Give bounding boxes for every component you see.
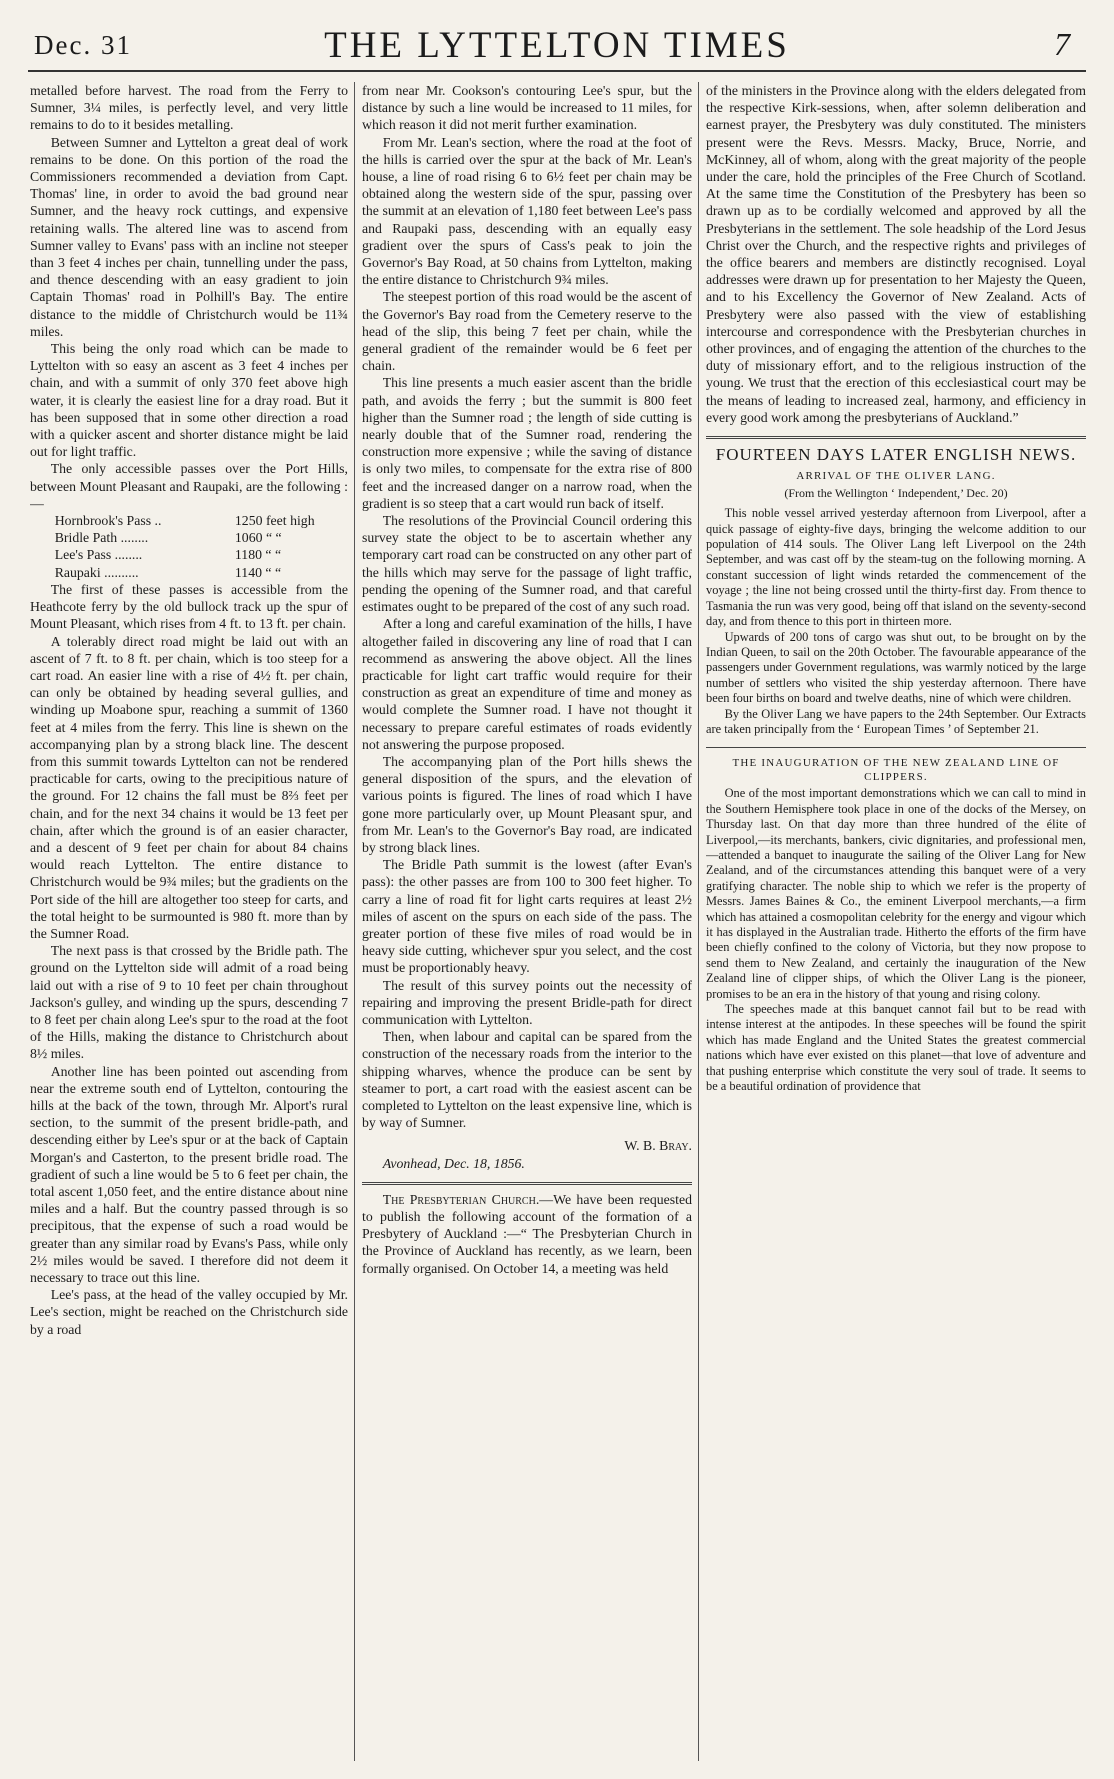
newspaper-title: THE LYTTELTON TIMES xyxy=(324,25,790,66)
article-divider xyxy=(362,1182,692,1185)
article-lead: The Presbyterian Church. xyxy=(382,1191,540,1207)
article-source: (From the Wellington ‘ Independent,’ Dec. 20) xyxy=(784,486,1008,501)
article-divider xyxy=(706,436,1086,439)
page-number: 7 xyxy=(1054,26,1070,62)
paragraph: The speeches made at this banquet cannot fail but to be read with intense interest at the antipodes. In these speeches will be found the spirit which has made England and the United States the greatest commercial nations which have ever existed on this planet—that love of adventure and that pushing enterprise which constitute the very soul of trade. It seems to be a beautiful ordination of providence that xyxy=(706,1002,1086,1094)
table-row xyxy=(51,529,348,546)
column-2 xyxy=(362,82,692,1765)
paragraph: of the ministers in the Province along with the elders delegated from the respective Kirk-sessions, when, after solemn deliberation and earnest prayer, the Presbytery was duly constituted. The ministers present were the Revs. Messrs. Macky, Bruce, Norrie, and McKinney, all of whom, along with the great majority of the people under the care, hold the principles of the Free Church of Scotland. At the same time the Constitution of the Presbytery has been so drawn up as to be cordially welcomed and approved by all the Presbyterians in the settlement. The sole headship of the Lord Jesus Christ over the Church, and the respective rights and privileges of the office bearers and members are distinctly recognised. Loyal addresses were drawn up for presentation to her Majesty the Queen, and to his Excellency the Governor of New Zealand. Acts of Presbytery were also passed with the view of establishing intercourse and correspondence with the Presbyterian churches in other provinces, and of engaging the attention of the churches to the duty of missionary effort, and to the religious instruction of the young. We trust that the erection of this ecclesiastical court may be the means of leading to increased zeal, harmony, and efficiency in every good work among the presbyterians of Auckland.” xyxy=(706,83,1086,425)
pass-name: Lee's Pass ........ xyxy=(54,547,143,563)
paragraph: By the Oliver Lang we have papers to the 24th September. Our Extracts are taken principally from the ‘ European Times ’ of September 21. xyxy=(706,706,1086,736)
column-rule xyxy=(698,82,699,1761)
paragraph: The accompanying plan of the Port hills shews the general disposition of the spurs, and the elevation of various points is figured. The lines of road which I have gone more particularly over, up Mount Pleasant spur, and from Mr. Lean's to the Governor's Bay road, are indicated by strong black lines. xyxy=(362,753,692,855)
pass-height: 1140 “ “ xyxy=(234,564,282,580)
paragraph: Between Sumner and Lyttelton a great deal of work remains to be done. On this portion of the road the Commissioners recommended a deviation from Capt. Thomas' line, in order to avoid the bad ground near Sumner, and the heavy rock cuttings, and expensive retaining walls. The altered line was to ascend from Sumner valley to Evans' pass with an incline not steeper than 3 feet 4 inches per chain, tunnelling under the pass, and thence descending with an easy gradient to join Captain Thomas' road in Polhill's Bay. The entire distance to the middle of Christchurch would be 11¾ miles. xyxy=(30,134,348,339)
paragraph: From Mr. Lean's section, where the road at the foot of the hills is carried over the spur at the back of Mr. Lean's house, a line of road rising 6 to 6½ feet per chain may be obtained along the western side of the spur, passing over the summit at an elevation of 1,180 feet between Lee's pass and Raupaki pass, descending with an equally easy gradient over the spurs of Cass's peak to join the Governor's Bay Road, at 50 chains from Lyttelton, making the entire distance to Christchurch 9¾ miles. xyxy=(362,134,692,288)
issue-date: Dec. 31 xyxy=(34,30,132,60)
paragraph: Then, when labour and capital can be spared from the construction of the necessary roads from the interior to the shipping wharves, whence the produce can be sent by steamer to port, a cart road with the easiest ascent can be completed to Lyttelton on the least expensive line, which is by way of Sumner. xyxy=(362,1029,692,1131)
table-row xyxy=(51,546,348,563)
paragraph: The only accessible passes over the Port Hills, between Mount Pleasant and Raupaki, are the following :— xyxy=(30,461,348,511)
paragraph: The result of this survey points out the necessity of repairing and improving the present Bridle-path for direct communication with Lyttelton. xyxy=(362,977,692,1027)
pass-height: 1250 feet high xyxy=(234,513,315,529)
paragraph: This line presents a much easier ascent than the bridle path, and avoids the ferry ; but the summit is 800 feet higher than the Sumner road ; the length of side cutting is nearly double that of the Sumner road, rendering the construction more expensive ; while the saving of distance is only two miles, to compensate for the extra rise of 800 feet and the increased danger on a narrow road, when the gradient is so steep that a cart would run back of itself. xyxy=(362,375,692,511)
paragraph: metalled before harvest. The road from the Ferry to Sumner, 3¼ miles, is perfectly level, and very little remains to do to it besides metalling. xyxy=(30,83,348,133)
passes-table xyxy=(51,512,348,581)
table-row xyxy=(51,512,348,529)
paragraph: The steepest portion of this road would be the ascent of the Governor's Bay road from the Cemetery reserve to the head of the slip, this being 7 feet per chain, while the general gradient of the remainder would be 6 feet per chain. xyxy=(362,289,692,374)
paragraph xyxy=(362,1191,692,1277)
author-signature: W. B. Bray. xyxy=(624,1138,692,1154)
pass-name: Raupaki .......... xyxy=(54,564,139,580)
paragraph: The next pass is that crossed by the Bridle path. The ground on the Lyttelton side will admit of a road being laid out with a rise of 9 to 10 feet per chain throughout Jackson's gulley, and winding up the spurs, descending 7 to 8 feet per chain along Lee's spur to the road at the foot of the Hills, making the distance to Christchurch about 8½ miles. xyxy=(30,943,348,1062)
paragraph: This noble vessel arrived yesterday afternoon from Liverpool, after a quick passage of eighty-five days, bringing the welcome addition to our population of 414 souls. The Oliver Lang left Liverpool on the 24th September, and was cast off by the steam-tug on the following morning. A constant succession of light winds retarded the commencement of the voyage ; the line not being crossed until the thirty-first day. From thence to Tasmania the run was very good, being off that island on the seventy-second day, and from thence to this port in thirteen more. xyxy=(706,506,1086,629)
pass-name: Hornbrook's Pass .. xyxy=(54,513,162,529)
paragraph: Another line has been pointed out ascending from near the extreme south end of Lyttelton, contouring the hills at the back of the town, through Mr. Alport's rural section, to the summit of the present bridle-path, and descending either by Lee's spur or at the back of Captain Morgan's and Casterton, to the present bridle road. The gradient of such a line would be 5 to 6 feet per chain, the total ascent 1,050 feet, and the entire distance about nine miles and a half. But the country passed through is so precipitous, that the expense of such a road would be greater than any similar road by Evans's Pass, while only 2½ miles would be saved. I therefore did not deem it necessary to trace out this line. xyxy=(30,1063,348,1286)
table-row xyxy=(51,564,348,581)
column-rule xyxy=(354,82,355,1761)
article-subheading: THE INAUGURATION OF THE NEW ZEALAND LINE OF CLIPPERS. xyxy=(732,757,1060,784)
article-subheading: ARRIVAL OF THE OLIVER LANG. xyxy=(796,470,996,483)
pass-name: Bridle Path ........ xyxy=(54,530,149,546)
pass-height: 1060 “ “ xyxy=(234,530,282,546)
paragraph: The resolutions of the Provincial Council ordering this survey state the object to be to ascertain whether any temporary cart road can be constructed on any other part of the hills which may serve for the passage of light traffic, pending the opening of the Sumner road, and that careful estimates ought to be prepared of the cost of any such road. xyxy=(362,513,692,615)
paragraph: One of the most important demonstrations which we can call to mind in the Southern Hemisphere took place in one of the docks of the Mersey, on Thursday last. On that day more than three hundred of the élite of Liverpool,—its merchants, bankers, civic dignitaries, and professional men,—attended a banquet to inaugurate the sailing of the Oliver Lang for New Zealand, and of the circumstances attending this banquet were of a very gratifying character. The noble ship to which we refer is the property of Messrs. James Baines & Co., the eminent Liverpool merchants,—a firm which has attained a cosmopolitan celebrity for the energy and vigour which it has displayed in the Australian trade. Hitherto the efforts of the firm have been chiefly confined to the colony of Victoria, but they now propose to send them to New Zealand, and certainly the inauguration of the New Zealand line of clipper ships, of which the Oliver Lang is the pioneer, promises to be an era in the history of that young and rising colony. xyxy=(706,786,1086,1001)
pass-height: 1180 “ “ xyxy=(234,547,282,563)
section-divider xyxy=(706,747,1086,748)
paragraph: Upwards of 200 tons of cargo was shut out, to be brought on by the Indian Queen, to sail on the 20th October. The favourable appearance of the passengers under Government regulations, was warmly noticed by the large number of settlers who visited the ship yesterday afternoon. There have been four births on board and twelve deaths, nine of which were children. xyxy=(706,629,1086,706)
column-3 xyxy=(706,82,1086,1765)
paragraph: The Bridle Path summit is the lowest (after Evan's pass): the other passes are from 100 to 300 feet higher. To carry a line of road fit for light carts requires at least 2½ miles of ascent on the spurs on each side of the pass. The greater portion of these five miles of road would be in heavy side cutting, whichever spur you select, and the cost must be proportionably heavy. xyxy=(362,857,692,976)
paragraph: This being the only road which can be made to Lyttelton with so easy an ascent as 3 feet 4 inches per chain, and with a summit of only 370 feet above high water, it is clearly the easiest line for a dray road. But it has been supposed that in some other direction a road with a quicker ascent and shorter distance might be laid out for light traffic. xyxy=(30,341,348,460)
paragraph: After a long and careful examination of the hills, I have altogether failed in discovering any line of road that I can recommend as answering the above object. All the lines practicable for light cart traffic would require for their construction as great an expenditure of time and money as would complete the Sumner road. I have not thought it necessary to prepare careful estimates of roads evidently not answering the purpose proposed. xyxy=(362,616,692,752)
article-heading: FOURTEEN DAYS LATER ENGLISH NEWS. xyxy=(715,445,1077,465)
column-1 xyxy=(30,82,348,1765)
paragraph: The first of these passes is accessible from the Heathcote ferry by the old bullock track up the spur of Mount Pleasant, which rises from 4 ft. to 13 ft. per chain. xyxy=(30,581,348,632)
dateline: Avonhead, Dec. 18, 1856. xyxy=(382,1155,525,1171)
article-text: —We have been requested to publish the following account of the formation of a Presbytery of Auckland :—“ The Presbyterian Church in the Province of Auckland has recently, as we learn, been formally organised. On October 14, a meeting was held xyxy=(362,1191,692,1276)
paragraph: Lee's pass, at the head of the valley occupied by Mr. Lee's section, might be reached on the Christchurch side by a road xyxy=(30,1287,348,1337)
masthead xyxy=(28,12,1086,72)
paragraph: A tolerably direct road might be laid out with an ascent of 7 ft. to 8 ft. per chain, which is too steep for a cart road. An easier line with a rise of 4½ ft. per chain, can only be obtained by heading several gullies, and winding up Moabone spur, reaching a summit of 1360 feet at 4 miles from the ferry. This line is shewn on the accompanying plan by a strong black line. The descent from this summit towards Lyttelton can not be rendered practicable for carts, owing to the precipitious nature of the ground. For 12 chains the fall must be 8⅔ feet per chain, and for the next 34 chains it would be 13 feet per chain, after which the ground is of an easier character, and a descent of 9 feet per chain for about 84 chains would reach Lyttelton. The entire distance to Christchurch would be 9¾ miles; but the gradients on the Port side of the hill are altogether too steep for carts, and the total height to be surmounted is 980 ft. more than by the Sumner Road. xyxy=(30,633,348,941)
paragraph: from near Mr. Cookson's contouring Lee's spur, but the distance by such a line would be increased to 11 miles, for which reason it did not merit further examination. xyxy=(362,83,692,133)
